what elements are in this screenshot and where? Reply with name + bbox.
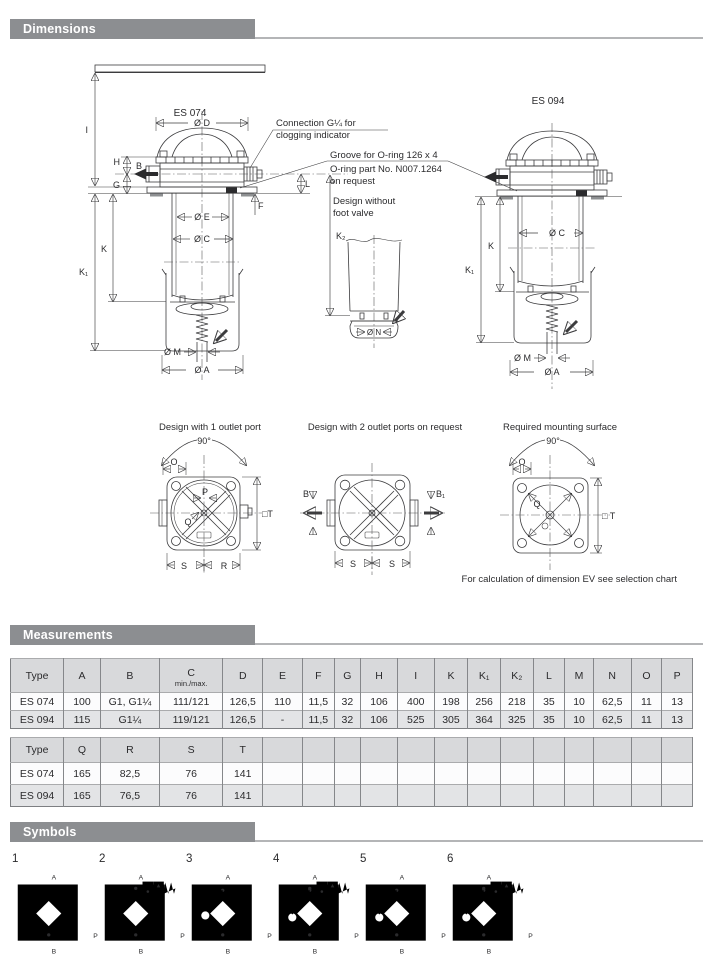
dim-label-dia-c-es074: Ø C	[193, 234, 211, 244]
dim-label-dia-m-es074: Ø M	[164, 347, 181, 357]
cell: ES 094	[11, 785, 64, 807]
col-header-i: I	[397, 659, 434, 693]
symbol-6-schematic	[445, 869, 537, 961]
symbol-1-number: 1	[12, 853, 19, 865]
port-p-label: P	[180, 932, 185, 940]
col-header-a: A	[64, 659, 101, 693]
cell	[631, 785, 662, 807]
port-p-label: P	[267, 932, 272, 940]
symbol-4	[271, 853, 358, 966]
view2-dim-b1: B₁	[436, 489, 446, 499]
dimensions-drawing	[0, 45, 703, 605]
cell	[593, 763, 631, 785]
cell: ES 094	[11, 711, 64, 729]
symbol-5-number: 5	[360, 853, 367, 865]
cell	[468, 785, 501, 807]
cell: 62,5	[593, 711, 631, 729]
dim-label-k1-es074: K₁	[78, 267, 88, 277]
cell: 11,5	[302, 693, 334, 711]
no-foot-valve-line2: foot valve	[333, 208, 374, 219]
col-header-k1: K₁	[468, 659, 501, 693]
col-header-c-sub: min./max.	[174, 679, 208, 688]
connection-note-line2: clogging indicator	[276, 130, 350, 141]
cell	[302, 785, 334, 807]
cell: 35	[533, 693, 565, 711]
cell: ES 074	[11, 763, 64, 785]
view2-title: Design with 2 outlet ports on request	[307, 422, 463, 433]
port-a-label: A	[312, 874, 318, 882]
cell: 115	[64, 711, 101, 729]
symbols-bar-block	[10, 822, 255, 842]
cell: 525	[397, 711, 434, 729]
cell	[434, 763, 468, 785]
col-header-e: E	[263, 659, 303, 693]
port-b-label: B	[312, 948, 318, 956]
es094-label: ES 094	[531, 96, 565, 107]
col-header-l: L	[533, 659, 565, 693]
dimensions-bar-line	[255, 37, 703, 40]
view1-dim-r: R	[220, 561, 228, 571]
cell: 305	[434, 711, 468, 729]
dim-label-dia-e: Ø E	[194, 212, 210, 222]
col-header-c	[160, 659, 223, 693]
ceiling-hatch	[95, 65, 265, 72]
cell	[662, 785, 693, 807]
cell: 111/121	[160, 693, 223, 711]
cell	[263, 763, 303, 785]
cell	[361, 763, 398, 785]
port-b-label: B	[51, 948, 57, 956]
table2-row-es074	[11, 763, 693, 785]
cell: G1¼	[100, 711, 159, 729]
dim-label-dia-m-es094: Ø M	[514, 353, 531, 363]
dimensions-bar-block	[10, 19, 255, 39]
view1-dim-s: S	[180, 561, 188, 571]
measurements-title: Measurements	[23, 628, 113, 642]
symbol-2-schematic	[97, 869, 189, 961]
cell: 13	[662, 693, 693, 711]
col-header-empty	[361, 738, 398, 763]
cell: 141	[223, 785, 263, 807]
dim-label-b: B	[136, 161, 143, 171]
col-header-type: Type	[11, 659, 64, 693]
view1-angle: 90°	[197, 436, 211, 446]
cell: 10	[565, 711, 594, 729]
cell	[334, 785, 361, 807]
view2-dim-s-left: S	[349, 559, 357, 569]
port-b-label: B	[399, 948, 405, 956]
symbol-6	[445, 853, 532, 966]
view1-dim-t: □T	[262, 509, 273, 519]
symbol-3	[184, 853, 271, 966]
groove-note-line2: O-ring part No. N007.1264	[330, 164, 442, 175]
port-p-label: P	[93, 932, 98, 940]
col-header-empty	[397, 738, 434, 763]
symbols-title: Symbols	[23, 825, 77, 839]
dim-label-dia-n: Ø N	[366, 328, 382, 337]
cell	[565, 785, 594, 807]
dimensions-section-bar	[0, 19, 703, 39]
cell: ES 074	[11, 693, 64, 711]
cell	[361, 785, 398, 807]
cell	[334, 763, 361, 785]
port-p-label: P	[528, 932, 533, 940]
cell: 11,5	[302, 711, 334, 729]
view1-title: Design with 1 outlet port	[159, 422, 261, 433]
view1-dim-o: O	[170, 457, 178, 467]
col-header-s: S	[160, 738, 223, 763]
es074-label: ES 074	[173, 108, 207, 119]
view1-dim-q: Q	[184, 517, 192, 527]
col-header-k2: K₂	[500, 659, 533, 693]
cell: 82,5	[100, 763, 159, 785]
col-header-c-main: C	[187, 667, 195, 679]
dim-label-i: I	[85, 125, 88, 135]
view-mounting-surface	[500, 422, 617, 570]
port-a-label: A	[486, 874, 492, 882]
col-header-d: D	[223, 659, 263, 693]
cell	[631, 763, 662, 785]
col-header-empty	[631, 738, 662, 763]
col-header-h: H	[361, 659, 398, 693]
col-header-t: T	[223, 738, 263, 763]
cell: 10	[565, 693, 594, 711]
port-b-label: B	[486, 948, 492, 956]
col-header-empty	[434, 738, 468, 763]
view3-dim-q: Q	[533, 499, 541, 509]
cell: 110	[263, 693, 303, 711]
port-p-label: P	[354, 932, 359, 940]
cell: 119/121	[160, 711, 223, 729]
view1-dim-p: P	[201, 487, 209, 497]
table2-header-row	[11, 738, 693, 763]
col-header-empty	[593, 738, 631, 763]
cell	[533, 763, 565, 785]
cell: 400	[397, 693, 434, 711]
ev-note: For calculation of dimension EV see selection chart	[461, 574, 677, 585]
port-b-label: B	[138, 948, 144, 956]
cell	[565, 763, 594, 785]
col-header-empty	[500, 738, 533, 763]
cell: G1, G1¼	[100, 693, 159, 711]
symbols-row	[10, 853, 532, 966]
dim-label-k-es074: K	[100, 244, 107, 254]
annotations	[240, 118, 517, 219]
cell: 141	[223, 763, 263, 785]
symbol-5	[358, 853, 445, 966]
measurements-table-1	[10, 658, 693, 729]
symbol-6-number: 6	[447, 853, 454, 865]
view-two-outlet-ports	[300, 422, 462, 575]
connection-note-line1: Connection G¼ for	[276, 118, 356, 129]
cell: 32	[334, 711, 361, 729]
dim-label-dia-c-es094: Ø C	[548, 228, 566, 238]
symbol-2	[97, 853, 184, 966]
cell: -	[263, 711, 303, 729]
col-header-m: M	[565, 659, 594, 693]
dim-label-f: F	[258, 201, 264, 211]
cell: 76	[160, 763, 223, 785]
groove-note-line3: on request	[330, 176, 375, 187]
port-a-label: A	[51, 874, 57, 882]
dim-label-k-es094: K	[487, 241, 494, 251]
cell: 13	[662, 711, 693, 729]
dim-label-dia-a-es094: Ø A	[544, 367, 560, 377]
port-p-label: P	[441, 932, 446, 940]
col-header-g: G	[334, 659, 361, 693]
col-header-empty	[302, 738, 334, 763]
view3-title: Required mounting surface	[502, 422, 618, 433]
view2-dim-b: B	[302, 489, 310, 499]
port-a-label: A	[138, 874, 144, 882]
dim-label-k1-es094: K₁	[464, 265, 474, 275]
col-header-p: P	[662, 659, 693, 693]
cell	[500, 763, 533, 785]
measurements-table-2	[10, 737, 693, 807]
cell: 165	[64, 763, 101, 785]
port-a-label: A	[225, 874, 231, 882]
view3-dim-t: □ T	[602, 511, 616, 521]
col-header-f: F	[302, 659, 334, 693]
view3-angle: 90°	[546, 436, 560, 446]
symbol-3-schematic	[184, 869, 276, 961]
col-header-empty	[533, 738, 565, 763]
cell: 106	[361, 711, 398, 729]
table1-header-row	[11, 659, 693, 693]
dim-label-h: H	[113, 157, 120, 167]
cell	[434, 785, 468, 807]
cell: 126,5	[223, 711, 263, 729]
port-b-label: B	[225, 948, 231, 956]
cell	[533, 785, 565, 807]
symbol-3-number: 3	[186, 853, 193, 865]
table1-row-es094	[11, 711, 693, 729]
table1-row-es074	[11, 693, 693, 711]
cell: 325	[500, 711, 533, 729]
dim-label-dia-a-es074: Ø A	[194, 365, 210, 375]
cell: 198	[434, 693, 468, 711]
symbol-4-schematic	[271, 869, 363, 961]
dim-label-l: L	[305, 179, 311, 189]
table2-row-es094	[11, 785, 693, 807]
cell	[263, 785, 303, 807]
col-header-o: O	[631, 659, 662, 693]
symbol-1-schematic	[10, 869, 102, 961]
cell: 11	[631, 693, 662, 711]
cell	[593, 785, 631, 807]
view-one-outlet-port	[150, 422, 273, 575]
cell: 165	[64, 785, 101, 807]
cell: 32	[334, 693, 361, 711]
cell	[500, 785, 533, 807]
col-header-empty	[263, 738, 303, 763]
symbol-1	[10, 853, 97, 966]
cell	[662, 763, 693, 785]
cell	[397, 763, 434, 785]
cell	[302, 763, 334, 785]
no-foot-valve-line1: Design without	[333, 196, 396, 207]
dim-label-k2-mid: K₂	[336, 231, 346, 241]
view3-dim-o: O	[518, 457, 526, 467]
cell: 256	[468, 693, 501, 711]
measurements-section-bar	[0, 625, 703, 645]
col-header-r: R	[100, 738, 159, 763]
measurements-bar-line	[255, 643, 703, 646]
col-header-k: K	[434, 659, 468, 693]
symbol-4-number: 4	[273, 853, 280, 865]
col-header-empty	[662, 738, 693, 763]
symbols-bar-line	[255, 840, 703, 843]
dim-label-g: G	[112, 180, 120, 190]
cell: 126,5	[223, 693, 263, 711]
cell: 100	[64, 693, 101, 711]
cell: 106	[361, 693, 398, 711]
dim-label-dia-d: Ø D	[193, 118, 211, 128]
col-header-empty	[565, 738, 594, 763]
symbol-2-number: 2	[99, 853, 106, 865]
cell: 62,5	[593, 693, 631, 711]
col-header-q: Q	[64, 738, 101, 763]
cell: 11	[631, 711, 662, 729]
view2-dim-s-right: S	[388, 559, 396, 569]
dimensions-title: Dimensions	[23, 22, 96, 36]
cell: 35	[533, 711, 565, 729]
port-a-label: A	[399, 874, 405, 882]
cell: 76	[160, 785, 223, 807]
cell: 364	[468, 711, 501, 729]
col-header-b: B	[100, 659, 159, 693]
col-header-n: N	[593, 659, 631, 693]
measurements-bar-block	[10, 625, 255, 645]
groove-note-line1: Groove for O-ring 126 x 4	[330, 150, 438, 161]
symbols-section-bar	[0, 822, 703, 842]
col-header-empty	[334, 738, 361, 763]
col-header-empty	[468, 738, 501, 763]
cell: 218	[500, 693, 533, 711]
es094-assembly	[465, 96, 622, 389]
cell	[468, 763, 501, 785]
col-header-type: Type	[11, 738, 64, 763]
cell: 76,5	[100, 785, 159, 807]
symbol-5-schematic	[358, 869, 450, 961]
cell	[397, 785, 434, 807]
